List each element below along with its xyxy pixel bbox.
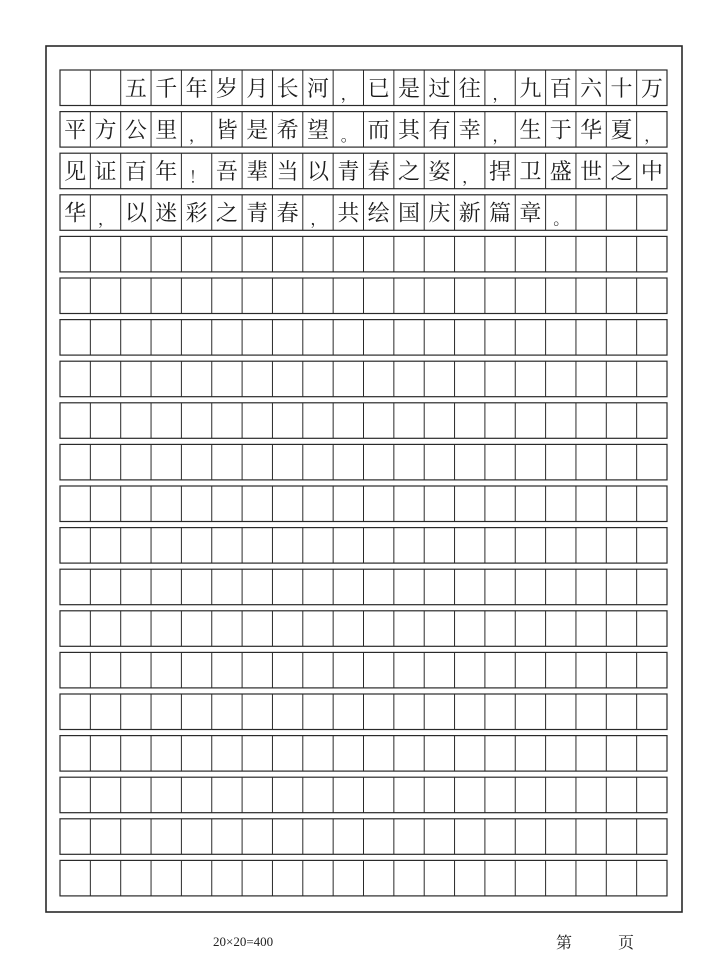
essay-char: 皆	[215, 118, 238, 144]
essay-char: 章	[519, 201, 542, 227]
grid-row	[60, 153, 667, 189]
essay-char: 年	[185, 76, 208, 102]
essay-char: 迷	[155, 201, 178, 227]
essay-char: 万	[640, 76, 663, 102]
grid-row	[60, 195, 667, 231]
essay-char: 往	[458, 76, 481, 102]
essay-char: 五	[124, 76, 147, 102]
essay-char: ，	[188, 126, 206, 146]
essay-char: 彩	[185, 201, 208, 227]
essay-char: 夏	[610, 118, 633, 144]
essay-char: 以	[124, 201, 147, 227]
essay-char: 岁	[215, 76, 238, 102]
essay-char: 以	[306, 159, 329, 185]
essay-char: 其	[398, 118, 421, 144]
essay-char: 绘	[367, 201, 390, 227]
essay-char: 平	[64, 118, 87, 144]
grid-row	[60, 860, 667, 896]
essay-char: 过	[428, 76, 451, 102]
grid-row	[60, 652, 667, 688]
essay-char: 当	[276, 159, 299, 185]
essay-char: 九	[519, 76, 542, 102]
essay-char: 千	[155, 76, 178, 102]
grid-row	[60, 444, 667, 480]
essay-char: 幸	[458, 118, 481, 144]
essay-char: 长	[276, 76, 299, 102]
essay-char: 新	[458, 201, 481, 227]
essay-char: 中	[640, 159, 663, 185]
essay-char: 辈	[246, 159, 269, 185]
essay-char: 吾	[215, 159, 238, 185]
essay-char: 盛	[549, 159, 572, 185]
essay-char: 之	[610, 159, 633, 185]
essay-char: 月	[246, 76, 269, 102]
grid-row	[60, 361, 667, 397]
essay-char: 篇	[489, 201, 512, 227]
grid-row	[60, 486, 667, 522]
essay-char: 见	[64, 159, 87, 185]
essay-char: 卫	[519, 159, 542, 185]
essay-char: 共	[337, 201, 360, 227]
grid-size-label: 20×20=400	[213, 934, 274, 949]
essay-char: 证	[94, 159, 117, 185]
essay-char: 十	[610, 76, 633, 102]
grid-row	[60, 528, 667, 564]
grid-row	[60, 70, 667, 106]
grid-row	[60, 819, 667, 855]
essay-char: 之	[215, 201, 238, 227]
essay-char: 而	[367, 118, 390, 144]
essay-char: 是	[246, 118, 269, 144]
essay-char: 。	[340, 126, 357, 146]
essay-char: ，	[97, 209, 114, 229]
essay-char: 公	[124, 118, 147, 144]
page-suffix: 页	[618, 933, 635, 952]
essay-char: ，	[644, 126, 661, 146]
essay-char: 庆	[428, 201, 451, 227]
essay-char: 河	[306, 76, 329, 102]
essay-char: 是	[398, 76, 421, 102]
grid-row	[60, 320, 667, 356]
essay-char: 华	[64, 201, 87, 227]
essay-char: ，	[340, 84, 357, 104]
grid-row	[60, 278, 667, 314]
essay-char: 方	[94, 118, 117, 144]
essay-char: ，	[492, 126, 509, 146]
essay-char: 青	[246, 201, 269, 227]
essay-char: 世	[580, 159, 603, 185]
essay-char: 年	[155, 159, 178, 185]
essay-char: 。	[553, 209, 570, 229]
essay-char: 六	[580, 76, 603, 102]
grid-row	[60, 236, 667, 272]
essay-char: 国	[398, 201, 421, 227]
essay-char: 捍	[489, 159, 512, 185]
essay-char: ，	[462, 167, 479, 187]
grid-row	[60, 569, 667, 605]
essay-char: 生	[519, 118, 542, 144]
grid-row	[60, 777, 667, 813]
essay-char: ，	[492, 84, 509, 104]
essay-char: ！	[188, 167, 206, 187]
grid-row	[60, 736, 667, 772]
essay-char: 青	[337, 159, 360, 185]
page-number-label	[556, 930, 634, 953]
essay-char: 于	[549, 118, 572, 144]
grid-row	[60, 694, 667, 730]
essay-char: 华	[580, 118, 603, 144]
essay-char: 有	[428, 118, 451, 144]
essay-char: 之	[398, 159, 421, 185]
essay-char: 里	[155, 118, 178, 144]
essay-char: 姿	[428, 159, 451, 185]
essay-char: ，	[310, 209, 327, 229]
essay-char: 望	[306, 118, 329, 144]
essay-char: 百	[549, 76, 572, 102]
essay-char: 已	[367, 76, 390, 102]
essay-char: 春	[367, 159, 390, 185]
essay-char: 春	[276, 201, 299, 227]
essay-char: 希	[276, 118, 299, 144]
page-label: 第	[556, 933, 573, 952]
grid-row	[60, 403, 667, 439]
grid-row	[60, 112, 667, 148]
writing-grid	[60, 70, 667, 896]
essay-char: 百	[124, 159, 147, 185]
grid-row	[60, 611, 667, 647]
